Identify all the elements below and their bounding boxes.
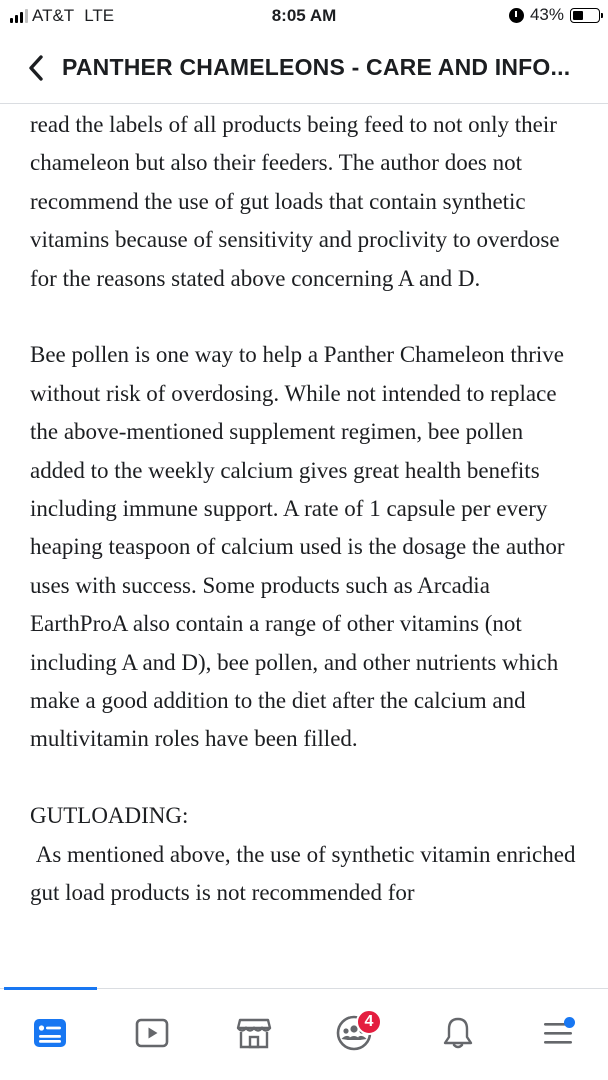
notification-badge: 4 — [356, 1009, 382, 1035]
section-heading: GUTLOADING: — [30, 803, 189, 829]
marketplace-icon — [236, 1017, 272, 1049]
tab-watch[interactable] — [122, 1003, 182, 1063]
active-tab-indicator — [4, 987, 97, 990]
back-button[interactable] — [10, 32, 62, 104]
article-body[interactable] — [0, 104, 608, 988]
battery-percent: 43% — [529, 5, 564, 24]
news-feed-icon — [33, 1018, 67, 1048]
tab-news-feed[interactable] — [20, 1003, 80, 1063]
chevron-left-icon — [28, 55, 44, 81]
article-paragraph: read the labels of all products being feed to not only their chameleon but also their feeders. The author does not recommend the use of gut loads that contain synthetic vitamins because of sensitivity and proclivity to overdose for the reasons stated above concerning A and D. — [30, 112, 560, 291]
notifications-bell-icon — [442, 1016, 474, 1050]
tab-marketplace[interactable] — [224, 1003, 284, 1063]
watch-video-icon — [135, 1018, 169, 1048]
bottom-tab-bar — [0, 988, 608, 1080]
menu-update-dot — [564, 1017, 575, 1028]
tab-notifications[interactable] — [428, 1003, 488, 1063]
network-type: LTE — [84, 6, 115, 25]
battery-icon — [570, 8, 600, 23]
nav-header — [0, 32, 608, 104]
status-time: 8:05 AM — [271, 6, 337, 25]
status-right — [509, 5, 600, 25]
article-paragraph: As mentioned above, the use of synthetic vitamin enriched gut load products is not recommended for — [30, 841, 582, 906]
alarm-icon — [509, 8, 524, 23]
tab-groups[interactable] — [324, 1003, 384, 1063]
status-bar — [0, 0, 608, 32]
tab-menu[interactable] — [528, 1003, 588, 1063]
page-title: PANTHER CHAMELEONS - CARE AND INFO... — [62, 54, 571, 80]
article-paragraph: Bee pollen is one way to help a Panther Chameleon thrive without risk of overdosing. While not intended to replace the above-mentioned supplement regimen, bee pollen added to the weekly calcium gives great health benefits including immune support. A rate of 1 capsule per every heaping teaspoon of calcium used is the dosage the author uses with success. Some products such as Arcadia EarthProA also contain a range of other vitamins (not including A and D), bee pollen, and other nutrients which make a good addition to the diet after the calcium and multivitamin roles have been filled. — [30, 342, 565, 752]
carrier-name: AT&T — [32, 6, 75, 25]
